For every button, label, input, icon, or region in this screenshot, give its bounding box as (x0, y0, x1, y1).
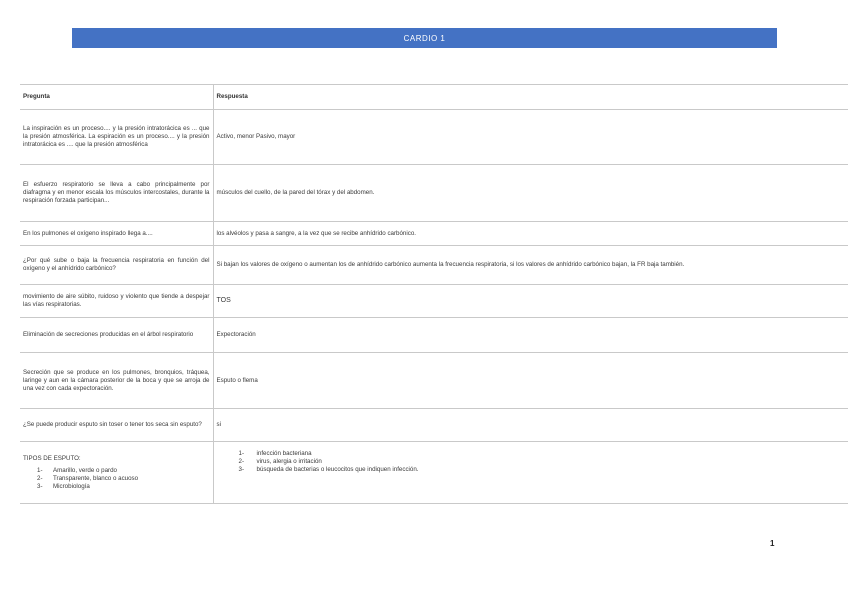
answer-cell: TOS (213, 285, 848, 318)
table-row (20, 222, 848, 246)
list-item: 1- Amarillo, verde o pardo (37, 466, 117, 474)
answer-cell: Si bajan los valores de oxígeno o aumentan los de anhídrido carbónico aumenta la frecuencia respiratoria, si los valores de anhídrido carbónico bajan, la FR baja también. (213, 246, 848, 285)
list-item: 2- Transparente, blanco o acuoso (37, 474, 139, 482)
list-item: 1- infección bacteriana (238, 450, 312, 457)
document-title: CARDIO 1 (403, 33, 446, 43)
document-title-banner (72, 28, 777, 48)
table-row (20, 110, 848, 165)
qa-table (20, 84, 848, 504)
table-row (20, 442, 848, 504)
answer-cell: Activo, menor Pasivo, mayor (213, 110, 848, 165)
list-item: 3- búsqueda de bacterias o leucocitos que indiquen infección. (238, 466, 419, 473)
table-row (20, 353, 848, 409)
sputum-types-title: TIPOS DE ESPUTO: (23, 454, 81, 462)
table-header-row (20, 85, 848, 110)
question-cell: El esfuerzo respiratorio se lleva a cabo principalmente por diafragma y en menor escala los músculos intercostales, durante la respiración forzada participan... (20, 165, 213, 222)
question-cell-sputum-types (20, 442, 213, 504)
question-cell: movimiento de aire súbito, ruidoso y violento que tiende a despejar las vías respiratorias. (20, 285, 213, 318)
sputum-meanings-list (239, 450, 846, 474)
question-cell: En los pulmones el oxígeno inspirado llega a.... (20, 222, 213, 246)
table-row (20, 165, 848, 222)
answer-cell: Esputo o flema (213, 353, 848, 409)
question-cell: ¿Se puede producir esputo sin toser o tener tos seca sin esputo? (20, 409, 213, 442)
question-cell: La inspiración es un proceso.... y la presión intratorácica es ... que la presión atmosférica. La espiración es un proceso.... y la presión intratorácica es .... que la presión atmosférica (20, 110, 213, 165)
answer-cell-sputum-meanings (213, 442, 848, 504)
sputum-types-list (37, 467, 210, 491)
table-row (20, 285, 848, 318)
answer-cell: músculos del cuello, de la pared del tórax y del abdomen. (213, 165, 848, 222)
column-header-answer: Respuesta (213, 85, 848, 110)
list-item: 3- Microbiología (37, 482, 90, 490)
list-item: 2- virus, alergia o irritación (238, 458, 322, 465)
table-row (20, 246, 848, 285)
column-header-question: Pregunta (20, 85, 213, 110)
answer-cell: Expectoración (213, 318, 848, 353)
answer-cell: si (213, 409, 848, 442)
question-cell: Eliminación de secreciones producidas en el árbol respiratorio (20, 318, 213, 353)
answer-cell: los alvéolos y pasa a sangre, a la vez que se recibe anhídrido carbónico. (213, 222, 848, 246)
question-cell: ¿Por qué sube o baja la frecuencia respiratoria en función del oxígeno y el anhídrido carbónico? (20, 246, 213, 285)
table-row (20, 409, 848, 442)
question-cell: Secreción que se produce en los pulmones, bronquios, tráquea, laringe y aun en la cámara posterior de la boca y que se arroja de una vez con cada expectoración. (20, 353, 213, 409)
page-number: 1 (770, 539, 775, 548)
table-row (20, 318, 848, 353)
